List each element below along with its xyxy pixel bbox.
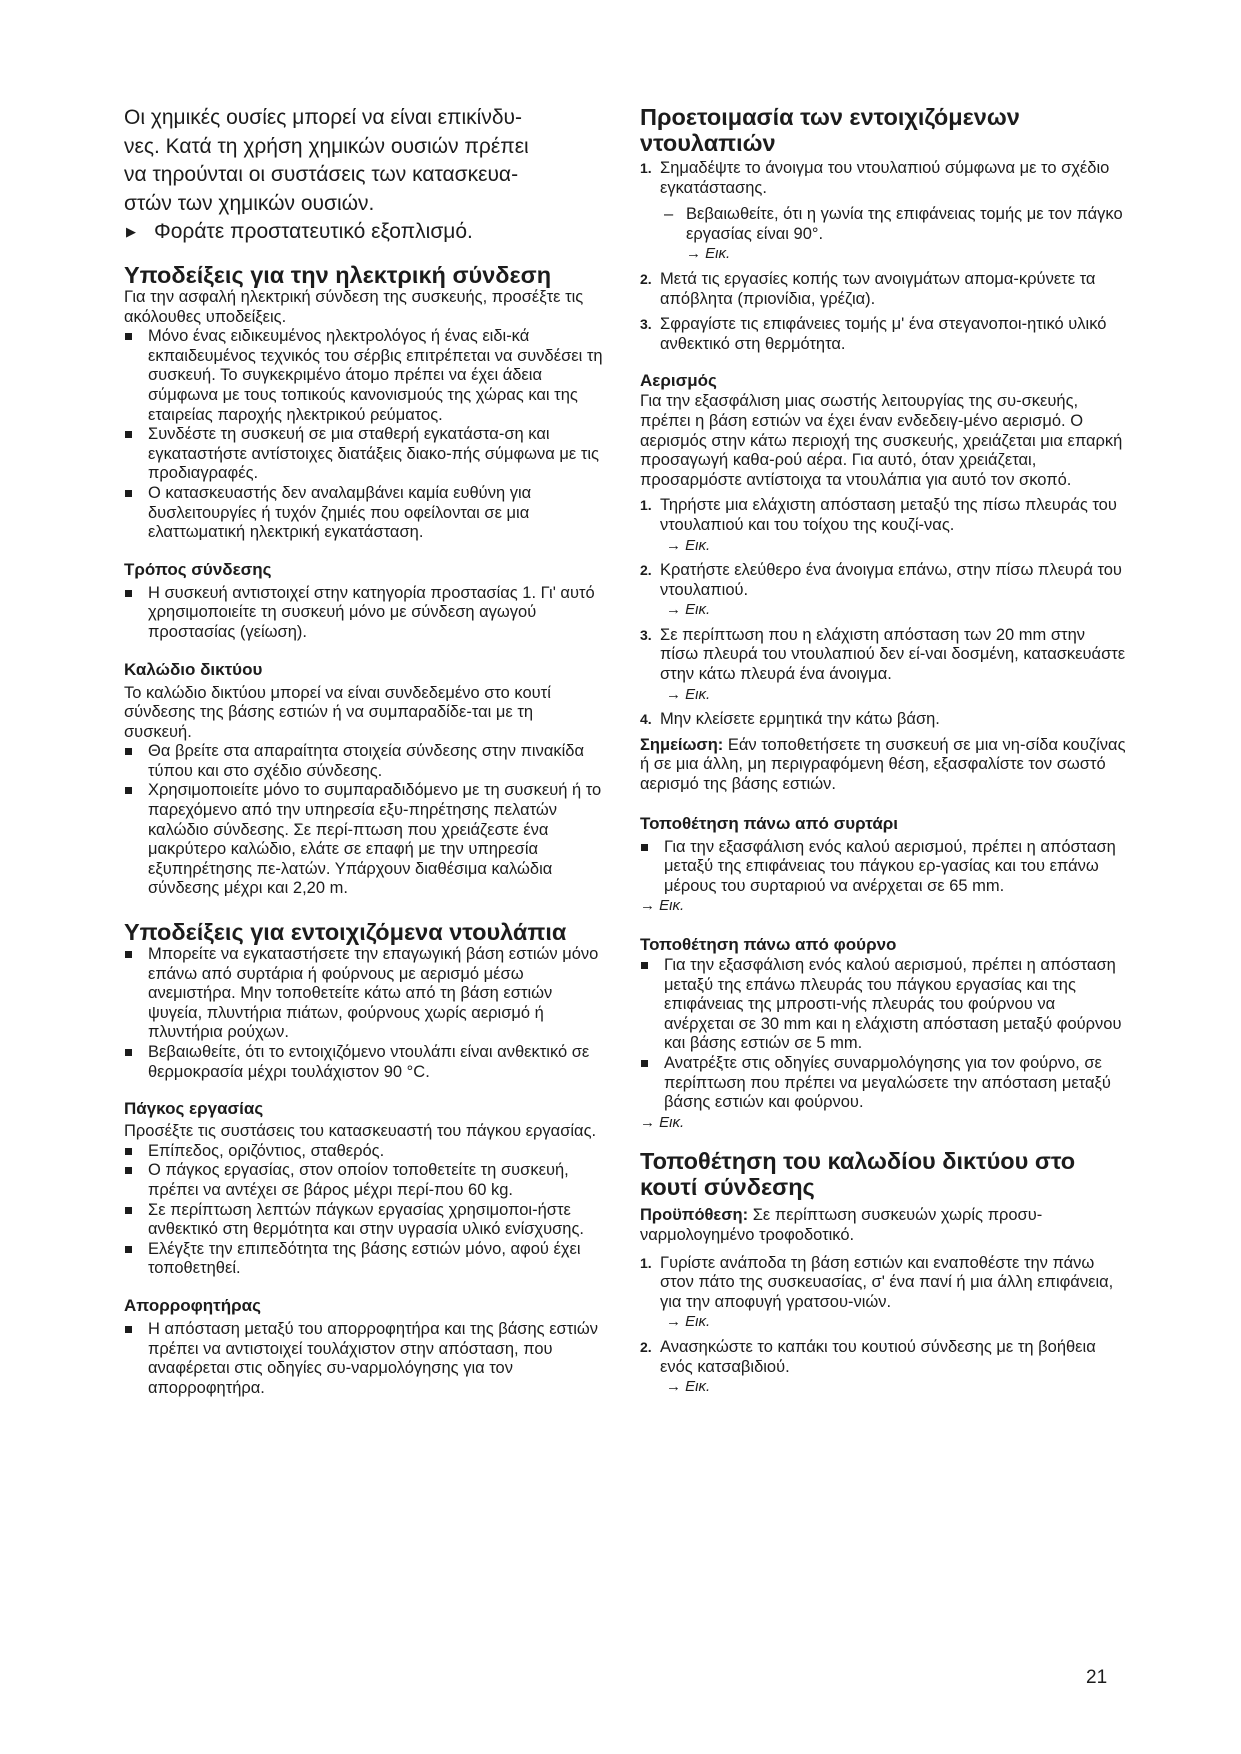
note-label: Σημείωση: xyxy=(640,735,724,754)
step-text: Μην κλείσετε ερμητικά την κάτω βάση. xyxy=(660,710,940,729)
figure-reference: → Εικ. xyxy=(640,1113,685,1131)
list-item xyxy=(124,1240,604,1279)
figure-reference: → Εικ. xyxy=(666,1378,711,1396)
right-column xyxy=(640,104,1126,1397)
list-item-text: Για την εξασφάλιση ενός καλού αερισμού, πρέπει η απόσταση μεταξύ της επάνω πλευράς του πάγκου εργασίας και της επιφάνειας της μπροστι-νής πλευράς του φούρνου να ανέρχεται σε 30 mm και η ελάχιστη απόσταση μεταξύ φούρνου και βάσης εστιών σε 5 mm. xyxy=(664,956,1122,1053)
worktop-list xyxy=(124,1142,604,1279)
step-item xyxy=(640,315,1126,354)
list-item-text: Βεβαιωθείτε, ότι το εντοιχιζόμενο ντουλάπι είναι ανθεκτικό σε θερμοκρασία μέχρι τουλάχιστον 90 °C. xyxy=(148,1043,590,1081)
worktop-intro: Προσέξτε τις συστάσεις του κατασκευαστή του πάγκου εργασίας. xyxy=(124,1122,597,1141)
list-item-text: Μπορείτε να εγκαταστήσετε την επαγωγική βάση εστιών μόνο επάνω από συρτάρια ή φούρνους με αερισμό μέσω ανεμιστήρα. Μην τοποθετείτε κάτω από τη βάση εστιών ψυγεία, πλυντήρια πιάτων, φούρνους χωρίς αερισμό ή πλυντήρια ρούχων. xyxy=(148,945,599,1042)
triangle-bullet-icon: ▶ xyxy=(126,224,136,239)
list-item xyxy=(124,1320,604,1398)
square-bullet-icon xyxy=(125,787,132,794)
list-item xyxy=(124,1043,604,1082)
step-number: 1. xyxy=(640,1254,652,1271)
ventilation-note xyxy=(640,736,1126,795)
step-number: 4. xyxy=(640,711,652,728)
step-text: Τηρήστε μια ελάχιστη απόσταση μεταξύ της πίσω πλευράς του ντουλαπιού και του τοίχου της κουζί-νας. xyxy=(660,496,1117,534)
sub-step xyxy=(660,205,1126,264)
left-column xyxy=(124,104,604,1398)
heading-electrical: Υποδείξεις για την ηλεκτρική σύνδεση xyxy=(124,262,552,288)
step-text: Σε περίπτωση που η ελάχιστη απόσταση των 20 mm στην πίσω πλευρά του ντουλαπιού δεν εί-ναι δοσμένη, κατασκευάστε στην κάτω πλευρά ένα άνοιγμα. xyxy=(660,625,1126,684)
intro-action xyxy=(124,218,604,246)
square-bullet-icon xyxy=(125,1326,132,1333)
list-item-text: Για την εξασφάλιση ενός καλού αερισμού, πρέπει η απόσταση μεταξύ της επιφάνειας του πάγκου ερ-γασίας και του επάνω μέρους του συρταριού να ανέρχεται σε 65 mm. xyxy=(664,837,1116,895)
heading-power-cable: Καλώδιο δικτύου xyxy=(124,659,263,679)
connection-method-list xyxy=(124,584,604,643)
list-item xyxy=(124,327,604,425)
heading-connection-method: Τρόπος σύνδεσης xyxy=(124,559,272,579)
ventilation-intro: Για την εξασφάλιση μιας σωστής λειτουργίας της συ-σκευής, πρέπει η βάση εστιών να έχει έναν ενδεδειγ-μένο αερισμό. Ο αερισμός στην κάτω περιοχή της συσκευής, χρειάζεται μια επαρκή προσαγωγή καθα-ρού αέρα. Για αυτό, όταν χρειάζεται, προσαρμόστε αντίστοιχα τα ντουλάπια για αυτό τον σκοπό. xyxy=(640,392,1123,489)
intro-line: νες. Κατά τη χρήση χημικών ουσιών πρέπει xyxy=(124,134,529,158)
square-bullet-icon xyxy=(641,1060,648,1067)
heading-cabinets: Υποδείξεις για εντοιχιζόμενα ντουλάπια xyxy=(124,919,567,946)
heading-preparation: Προετοιμασία των εντοιχιζόμενων ντουλαπιών xyxy=(640,104,1020,156)
list-item xyxy=(640,956,1126,1054)
list-item-text: Ελέγξτε την επιπεδότητα της βάσης εστιών μόνο, αφού έχει τοποθετηθεί. xyxy=(148,1239,581,1278)
list-item xyxy=(124,1201,604,1240)
heading-extractor: Απορροφητήρας xyxy=(124,1295,261,1315)
square-bullet-icon xyxy=(125,748,132,755)
step-number: 2. xyxy=(640,270,652,287)
square-bullet-icon xyxy=(641,844,648,851)
list-item-text: Ο κατασκευαστής δεν αναλαμβάνει καμία ευθύνη για δυσλειτουργίες ή τυχόν ζημιές που οφείλονται σε μια ελαττωματική ηλεκτρική εγκατάσταση. xyxy=(148,483,532,542)
list-item xyxy=(124,742,604,781)
list-item xyxy=(640,838,1126,897)
cable-placement-steps xyxy=(640,1254,1126,1397)
step-number: 1. xyxy=(640,160,652,176)
over-oven-list xyxy=(640,956,1126,1113)
step-item xyxy=(640,270,1126,309)
sub-step-text: Βεβαιωθείτε, ότι η γωνία της επιφάνειας τομής με τον πάγκο εργασίας είναι 90°. xyxy=(686,205,1123,243)
square-bullet-icon xyxy=(125,431,132,438)
ventilation-steps xyxy=(640,496,1126,730)
list-item xyxy=(124,584,604,643)
step-number: 3. xyxy=(640,626,652,643)
step-number: 2. xyxy=(640,1338,652,1355)
prerequisite-text: Σε περίπτωση συσκευών χωρίς προσυ-ναρμολογημένο τροφοδοτικό. xyxy=(640,1206,1043,1244)
figure-reference: → Εικ. xyxy=(666,536,711,554)
list-item-text: Ο πάγκος εργασίας, στον οποίον τοποθετείτε τη συσκευή, πρέπει να αντέχει σε βάρος μέχρι περί-που 60 kg. xyxy=(148,1161,569,1199)
step-text: Μετά τις εργασίες κοπής των ανοιγμάτων απομα-κρύνετε τα απόβλητα (πριονίδια, γρέζια). xyxy=(660,269,1096,308)
page-number: 21 xyxy=(1086,1667,1108,1688)
cabinets-list xyxy=(124,945,604,1082)
list-item-text: Ανατρέξτε στις οδηγίες συναρμολόγησης για τον φούρνο, σε περίπτωση που πρέπει να μεγαλώσετε την απόσταση μεταξύ βάσης εστιών και φούρνου. xyxy=(664,1053,1111,1112)
square-bullet-icon xyxy=(125,590,132,597)
step-item xyxy=(640,626,1126,704)
list-item-text: Η απόσταση μεταξύ του απορροφητήρα και της βάσης εστιών πρέπει να αντιστοιχεί τουλάχιστον στην απόσταση, που αναφέρεται στις οδηγίες συ-ναρμολόγησης για τον απορροφητήρα. xyxy=(148,1319,599,1397)
electrical-list xyxy=(124,327,604,543)
step-text: Σφραγίστε τις επιφάνειες τομής μ' ένα στεγανοποι-ητικό υλικό ανθεκτικό στη θερμότητα. xyxy=(660,315,1107,353)
heading-worktop: Πάγκος εργασίας xyxy=(124,1099,264,1119)
power-cable-intro: Το καλώδιο δικτύου μπορεί να είναι συνδεδεμένο στο κουτί σύνδεσης της βάσης εστιών ή να συμπαραδίδε-ται με τη συσκευή. xyxy=(124,683,551,741)
figure-reference: → Εικ. xyxy=(666,685,711,703)
figure-reference: → Εικ. xyxy=(686,245,731,263)
intro-line: στών των χημικών ουσιών. xyxy=(124,191,375,215)
figure-reference: → Εικ. xyxy=(666,1313,711,1331)
step-text: Ανασηκώστε το καπάκι του κουτιού σύνδεσης με τη βοήθεια ενός κατσαβιδιού. xyxy=(660,1337,1096,1376)
step-item xyxy=(640,159,1126,264)
prerequisite-label: Προϋπόθεση: xyxy=(640,1206,749,1225)
electrical-intro: Για την ασφαλή ηλεκτρική σύνδεση της συσκευής, προσέξτε τις ακόλουθες υποδείξεις. xyxy=(124,288,584,326)
list-item xyxy=(124,425,604,484)
step-item xyxy=(640,1338,1126,1397)
list-item xyxy=(124,484,604,543)
heading-over-oven: Τοποθέτηση πάνω από φούρνο xyxy=(640,935,897,954)
prerequisite xyxy=(640,1206,1126,1245)
step-item xyxy=(640,710,1126,730)
intro-action-text: Φοράτε προστατευτικό εξοπλισμό. xyxy=(154,220,473,243)
heading-ventilation: Αερισμός xyxy=(640,371,717,391)
figure-reference: → Εικ. xyxy=(640,897,685,915)
note-text: Εάν τοποθετήσετε τη συσκευή σε μια νη-σίδα κουζίνας ή σε μια άλλη, μη περιγραφόμενη θέση, εξασφαλίστε τον σωστό αερισμό της βάσης εστιών. xyxy=(640,735,1126,794)
list-item-text: Επίπεδος, οριζόντιος, σταθερός. xyxy=(148,1141,385,1160)
square-bullet-icon xyxy=(125,490,132,497)
square-bullet-icon xyxy=(125,1049,132,1056)
square-bullet-icon xyxy=(125,1148,132,1155)
step-text: Γυρίστε ανάποδα τη βάση εστιών και εναποθέστε την πάνω στον πάτο της συσκευασίας, σ' ένα πανί ή μια άλλη επιφάνεια, για την αποφυγή γρατσου-νιών. xyxy=(660,1253,1114,1311)
power-cable-list xyxy=(124,742,604,899)
square-bullet-icon xyxy=(125,1246,132,1253)
list-item-text: Σε περίπτωση λεπτών πάγκων εργασίας χρησιμοποι-ήστε ανθεκτικό στη θερμότητα και στην υγρασία υλικό ενίσχυσης. xyxy=(148,1200,585,1239)
preparation-steps xyxy=(640,159,1126,354)
over-drawer-list xyxy=(640,838,1126,897)
step-number: 1. xyxy=(640,497,652,514)
heading-over-drawer: Τοποθέτηση πάνω από συρτάρι xyxy=(640,813,899,833)
step-text: Κρατήστε ελεύθερο ένα άνοιγμα επάνω, στην πίσω πλευρά του ντουλαπιού. xyxy=(660,561,1122,599)
list-item xyxy=(124,781,604,899)
list-item xyxy=(124,1161,604,1200)
step-item xyxy=(640,561,1126,620)
list-item-text: Μόνο ένας ειδικευμένος ηλεκτρολόγος ή ένας ειδι-κά εκπαιδευμένος τεχνικός του σέρβις επιτρέπεται να συνδέσει τη συσκευή. Το συγκεκριμένο άτομο πρέπει να έχει άδεια σύμφωνα με τους τοπικούς κανονισμούς της χώρας και της εταιρείας παροχής ηλεκτρικού ρεύματος. xyxy=(148,327,603,424)
list-item-text: Χρησιμοποιείτε μόνο το συμπαραδιδόμενο με τη συσκευή ή το παρεχόμενο από την υπηρεσία εξυ-πηρέτησης πελατών καλώδιο σύνδεσης. Σε περί-πτωση που χρειάζεστε ένα μακρύτερο καλώδιο, ελάτε σε επαφή με την υπηρεσία εξυπηρέτησης πε-λατών. Υπάρχουν διαθέσιμα καλώδια σύνδεσης μέχρι και 2,20 m. xyxy=(148,781,602,898)
square-bullet-icon xyxy=(125,951,132,958)
heading-cable-placement: Τοποθέτηση του καλωδίου δικτύου στο κουτί σύνδεσης xyxy=(640,1148,1076,1201)
step-item xyxy=(640,1254,1126,1332)
dash-bullet-icon: – xyxy=(664,205,674,224)
intro-line: Οι χημικές ουσίες μπορεί να είναι επικίνδυ- xyxy=(124,106,522,129)
square-bullet-icon xyxy=(125,1167,132,1174)
extractor-list xyxy=(124,1320,604,1398)
list-item-text: Η συσκευή αντιστοιχεί στην κατηγορία προστασίας 1. Γι' αυτό χρησιμοποιείτε τη συσκευή μόνο με σύνδεση αγωγού προστασίας (γείωση). xyxy=(148,583,595,641)
square-bullet-icon xyxy=(641,962,648,969)
intro-line: να τηρούνται οι συστάσεις των κατασκευα- xyxy=(124,163,519,186)
square-bullet-icon xyxy=(125,1207,132,1214)
square-bullet-icon xyxy=(125,333,132,340)
step-number: 2. xyxy=(640,562,652,579)
step-number: 3. xyxy=(640,316,652,333)
list-item xyxy=(124,1142,604,1162)
list-item-text: Θα βρείτε στα απαραίτητα στοιχεία σύνδεσης στην πινακίδα τύπου και στο σχέδιο σύνδεσης. xyxy=(148,742,585,780)
step-text: Σημαδέψτε το άνοιγμα του ντουλαπιού σύμφωνα με το σχέδιο εγκατάστασης. xyxy=(660,159,1110,197)
step-item xyxy=(640,496,1126,555)
list-item-text: Συνδέστε τη συσκευή σε μια σταθερή εγκατάστα-ση και εγκαταστήστε αντίστοιχες διατάξεις διακο-πής σύμφωνα με τις προδιαγραφές. xyxy=(148,425,599,483)
figure-reference: → Εικ. xyxy=(666,601,711,619)
list-item xyxy=(640,1054,1126,1113)
list-item xyxy=(124,945,604,1043)
